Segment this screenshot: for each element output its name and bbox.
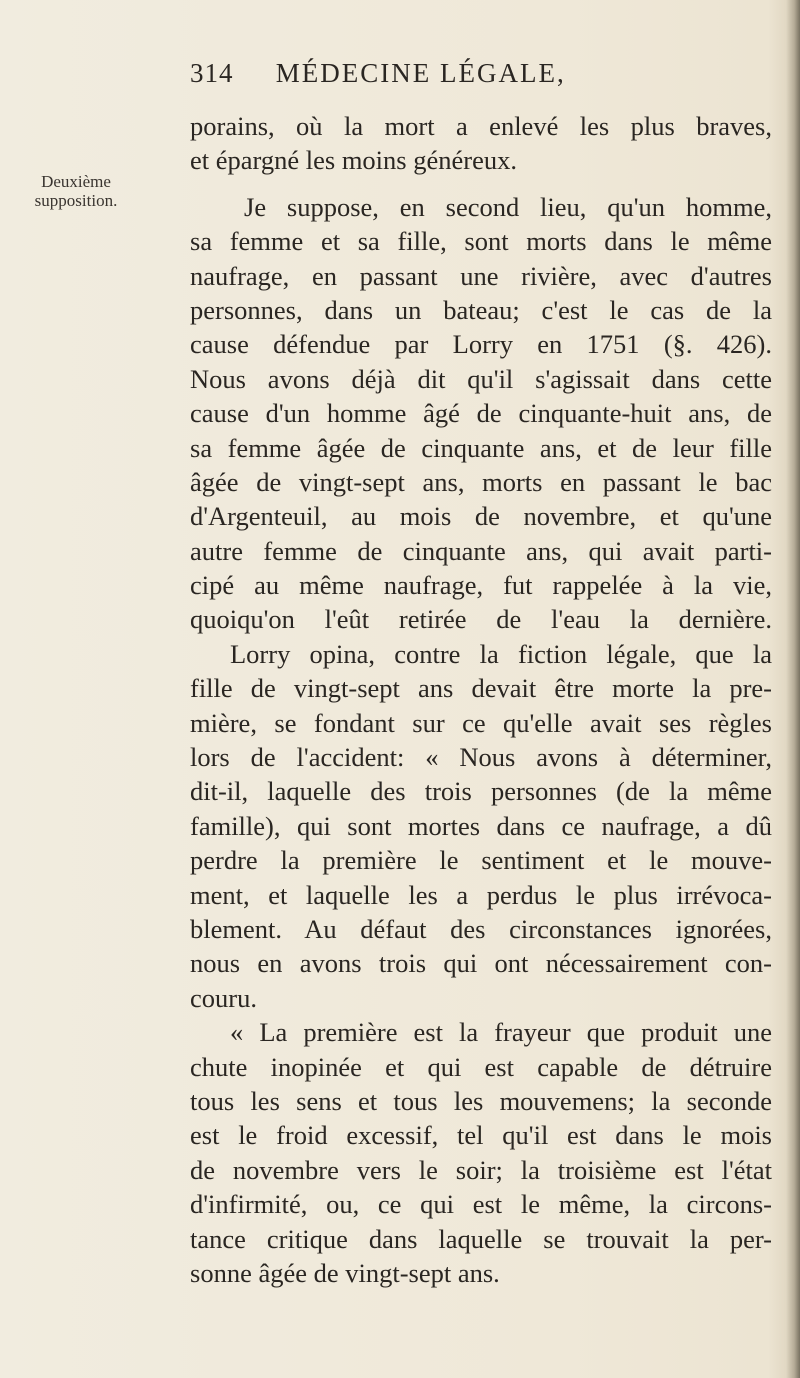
text-line: famille), qui sont mortes dans ce naufrage, a dû — [190, 810, 772, 841]
text-line: Lorry opina, contre la fiction légale, que la — [230, 638, 772, 669]
text-line: porains, où la mort a enlevé les plus braves, — [190, 111, 772, 141]
text-line: tance critique dans laquelle se trouvait la per- — [190, 1223, 772, 1254]
text-line: est le froid excessif, tel qu'il est dans le mois — [190, 1120, 772, 1151]
text-line: cause défendue par Lorry en 1751 (§. 426). — [190, 329, 772, 360]
text-line: perdre la première le sentiment et le mouve- — [190, 845, 772, 876]
paragraph-continuation — [190, 82, 772, 178]
text-line: d'Argenteuil, au mois de novembre, et qu'une — [190, 501, 772, 532]
text-line: cause d'un homme âgé de cinquante-huit ans, de — [190, 398, 772, 429]
text-line: sa femme âgée de cinquante ans, et de leur fille — [190, 432, 772, 463]
text-line: Je suppose, en second lieu, qu'un homme, — [244, 191, 772, 222]
text-line: sa femme et sa fille, sont morts dans le même — [190, 226, 772, 257]
text-line: « La première est la frayeur que produit une — [230, 1017, 772, 1048]
margin-note-line: Deuxième — [41, 172, 111, 191]
paragraph-quotation — [190, 1015, 772, 1290]
margin-note — [12, 172, 140, 210]
text-line: fille de vingt-sept ans devait être morte la pre- — [190, 673, 772, 704]
paragraph-second-supposition — [190, 190, 772, 1015]
text-line: lors de l'accident: « Nous avons à déterminer, — [190, 742, 772, 773]
text-line: couru. — [190, 982, 257, 1013]
text-line: personnes, dans un bateau; c'est le cas de la — [190, 294, 772, 325]
text-line: tous les sens et tous les mouvemens; la seconde — [190, 1085, 772, 1116]
text-line: nous en avons trois qui ont nécessairement con- — [190, 948, 772, 979]
page-number: 314 — [190, 58, 234, 88]
text-line: cipé au même naufrage, fut rappelée à la vie, — [190, 570, 772, 601]
body-text — [190, 82, 772, 1290]
text-line: sonne âgée de vingt-sept ans. — [190, 1257, 500, 1288]
running-title: MÉDECINE LÉGALE, — [275, 58, 566, 88]
text-line: dit-il, laquelle des trois personnes (de la même — [190, 776, 772, 807]
text-line: Nous avons déjà dit qu'il s'agissait dans cette — [190, 363, 772, 394]
text-line: d'infirmité, ou, ce qui est le même, la circons- — [190, 1189, 772, 1220]
text-line: chute inopinée et qui est capable de détruire — [190, 1051, 772, 1082]
text-line: blement. Au défaut des circonstances ignorées, — [190, 913, 772, 944]
text-line: de novembre vers le soir; la troisième est l'état — [190, 1154, 772, 1185]
text-line: mière, se fondant sur ce qu'elle avait ses règles — [190, 707, 772, 738]
text-line: autre femme de cinquante ans, qui avait parti- — [190, 535, 772, 566]
page-edge-shadow — [786, 0, 800, 1378]
text-line: et épargné les moins généreux. — [190, 145, 517, 176]
margin-note-line: supposition. — [34, 191, 118, 210]
text-line: ment, et laquelle les a perdus le plus irrévoca- — [190, 879, 772, 910]
text-line: naufrage, en passant une rivière, avec d'autres — [190, 260, 772, 291]
text-line: quoiqu'on l'eût retirée de l'eau la dernière. — [190, 604, 772, 635]
text-line: âgée de vingt-sept ans, morts en passant le bac — [190, 466, 772, 497]
